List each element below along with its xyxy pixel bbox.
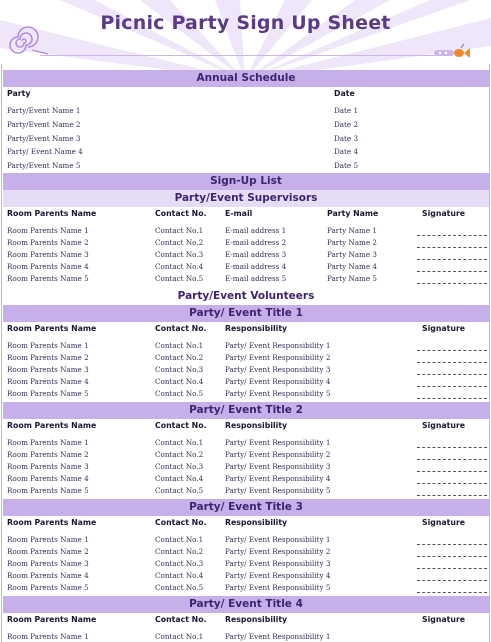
contact-no: Contact No.4 xyxy=(155,571,204,580)
column-header-signature: Signature xyxy=(422,421,466,430)
signature-line[interactable] xyxy=(417,386,487,387)
contact-no: Contact No.2 xyxy=(155,450,204,459)
table-row xyxy=(3,352,489,364)
parent-name: Room Parents Name 4 xyxy=(7,262,89,271)
supervisors-heading: Party/Event Supervisors xyxy=(3,190,489,207)
party-date: Date 3 xyxy=(334,133,359,143)
column-header-signature: Signature xyxy=(422,615,466,624)
signature-line[interactable] xyxy=(417,374,487,375)
sunburst-rays-decoration xyxy=(0,0,491,70)
sign-up-list-heading: Sign-Up List xyxy=(3,173,489,190)
volunteer-table xyxy=(3,419,489,497)
column-header-responsibility: Responsibility xyxy=(225,615,288,624)
column-header-signature: Signature xyxy=(422,209,466,218)
table-header-row xyxy=(3,87,489,101)
signature-line[interactable] xyxy=(417,283,487,284)
contact-no: Contact No.5 xyxy=(155,583,204,592)
responsibility: Party/ Event Responsibility 4 xyxy=(225,377,331,386)
contact-no: Contact No.5 xyxy=(155,389,204,398)
signature-line[interactable] xyxy=(417,568,487,569)
table-row xyxy=(3,582,489,594)
table-row xyxy=(3,631,489,642)
parent-name: Room Parents Name 1 xyxy=(7,438,89,447)
contact-no: Contact No.5 xyxy=(155,486,204,495)
column-header-room-parents-name: Room Parents Name xyxy=(7,324,97,333)
table-row xyxy=(3,249,489,261)
header-divider xyxy=(40,55,440,56)
signature-line[interactable] xyxy=(417,259,487,260)
parent-name: Room Parents Name 2 xyxy=(7,353,89,362)
table-row xyxy=(3,376,489,388)
contact-no: Contact No.1 xyxy=(155,341,204,350)
table-header-row xyxy=(3,322,489,336)
signature-line[interactable] xyxy=(417,580,487,581)
column-header-contact-no: Contact No. xyxy=(155,209,207,218)
volunteer-group-title: Party/ Event Title 2 xyxy=(3,402,489,419)
table-row xyxy=(3,534,489,546)
table-row xyxy=(3,273,489,285)
contact-no: Contact No.3 xyxy=(155,250,204,259)
party-name: Party/Event Name 1 xyxy=(7,106,81,115)
responsibility: Party/ Event Responsibility 5 xyxy=(225,486,331,495)
column-header-party-name: Party Name xyxy=(327,209,379,218)
column-header-responsibility: Responsibility xyxy=(225,324,288,333)
parent-name: Room Parents Name 5 xyxy=(7,583,89,592)
table-row xyxy=(3,449,489,461)
party-name: Party Name 2 xyxy=(327,238,377,247)
column-header-signature: Signature xyxy=(422,518,466,527)
table-header-row xyxy=(3,419,489,433)
column-header-email: E-mail xyxy=(225,209,253,218)
party-name: Party/ Event Name 4 xyxy=(7,147,83,156)
column-header-contact-no: Contact No. xyxy=(155,518,207,527)
contact-no: Contact No.1 xyxy=(155,226,204,235)
party-name: Party Name 1 xyxy=(327,226,377,235)
party-name: Party/Event Name 3 xyxy=(7,133,81,143)
table-row xyxy=(3,558,489,570)
contact-no: Contact No.1 xyxy=(155,632,204,641)
wrapped-candy-icon xyxy=(430,44,470,64)
supervisors-table xyxy=(3,207,489,285)
email-address: E-mail address 2 xyxy=(225,238,287,247)
table-row xyxy=(3,144,489,158)
column-header-room-parents-name: Room Parents Name xyxy=(7,518,97,527)
contact-no: Contact No.2 xyxy=(155,547,204,556)
parent-name: Room Parents Name 5 xyxy=(7,389,89,398)
volunteers-heading: Party/Event Volunteers xyxy=(3,288,489,305)
signature-line[interactable] xyxy=(417,544,487,545)
contact-no: Contact No.4 xyxy=(155,377,204,386)
parent-name: Room Parents Name 3 xyxy=(7,462,89,471)
column-header-contact-no: Contact No. xyxy=(155,615,207,624)
table-row xyxy=(3,437,489,449)
volunteer-table xyxy=(3,516,489,594)
swirl-lollipop-icon xyxy=(8,26,48,56)
signature-line[interactable] xyxy=(417,447,487,448)
contact-no: Contact No.1 xyxy=(155,535,204,544)
party-name: Party/Event Name 5 xyxy=(7,160,81,170)
table-header-row xyxy=(3,207,489,221)
table-row xyxy=(3,117,489,131)
responsibility: Party/ Event Responsibility 3 xyxy=(225,365,331,374)
table-row xyxy=(3,546,489,558)
annual-schedule-heading: Annual Schedule xyxy=(3,70,489,87)
parent-name: Room Parents Name 1 xyxy=(7,341,89,350)
responsibility: Party/ Event Responsibility 2 xyxy=(225,547,331,556)
contact-no: Contact No.3 xyxy=(155,365,204,374)
column-header-responsibility: Responsibility xyxy=(225,421,288,430)
party-date: Date 4 xyxy=(334,147,359,156)
table-row xyxy=(3,261,489,273)
table-row xyxy=(3,105,489,117)
page-title: Picnic Party Sign Up Sheet xyxy=(100,12,391,34)
parent-name: Room Parents Name 5 xyxy=(7,486,89,495)
annual-schedule-table xyxy=(3,87,489,171)
signature-line[interactable] xyxy=(417,471,487,472)
column-header-date: Date xyxy=(334,89,355,98)
responsibility: Party/ Event Responsibility 2 xyxy=(225,353,331,362)
responsibility: Party/ Event Responsibility 1 xyxy=(225,341,331,350)
parent-name: Room Parents Name 2 xyxy=(7,450,89,459)
contact-no: Contact No.2 xyxy=(155,353,204,362)
volunteer-table xyxy=(3,322,489,400)
table-header-row xyxy=(3,613,489,627)
email-address: E-mail address 1 xyxy=(225,226,287,235)
party-name: Party Name 4 xyxy=(327,262,377,271)
party-date: Date 2 xyxy=(334,120,359,129)
signature-line[interactable] xyxy=(417,247,487,248)
email-address: E-mail address 5 xyxy=(225,274,287,283)
contact-no: Contact No.3 xyxy=(155,559,204,568)
party-name: Party Name 5 xyxy=(327,274,377,283)
contact-no: Contact No.4 xyxy=(155,262,204,271)
contact-no: Contact No.3 xyxy=(155,462,204,471)
table-row xyxy=(3,225,489,237)
volunteer-table xyxy=(3,613,489,642)
signature-line[interactable] xyxy=(417,483,487,484)
parent-name: Room Parents Name 4 xyxy=(7,474,89,483)
table-row xyxy=(3,570,489,582)
table-row xyxy=(3,485,489,497)
responsibility: Party/ Event Responsibility 3 xyxy=(225,462,331,471)
party-date: Date 1 xyxy=(334,106,359,115)
contact-no: Contact No.2 xyxy=(155,238,204,247)
table-row xyxy=(3,237,489,249)
column-header-room-parents-name: Room Parents Name xyxy=(7,421,97,430)
signature-line[interactable] xyxy=(417,350,487,351)
column-header-room-parents-name: Room Parents Name xyxy=(7,209,97,218)
responsibility: Party/ Event Responsibility 1 xyxy=(225,632,331,641)
contact-no: Contact No.1 xyxy=(155,438,204,447)
header xyxy=(0,0,491,70)
parent-name: Room Parents Name 3 xyxy=(7,365,89,374)
column-header-contact-no: Contact No. xyxy=(155,324,207,333)
contact-no: Contact No.5 xyxy=(155,274,204,283)
parent-name: Room Parents Name 4 xyxy=(7,571,89,580)
table-row xyxy=(3,473,489,485)
email-address: E-mail address 4 xyxy=(225,262,287,271)
table-row xyxy=(3,364,489,376)
responsibility: Party/ Event Responsibility 4 xyxy=(225,571,331,580)
party-date: Date 5 xyxy=(334,160,359,170)
signature-line[interactable] xyxy=(417,271,487,272)
column-header-room-parents-name: Room Parents Name xyxy=(7,615,97,624)
volunteer-group-title: Party/ Event Title 1 xyxy=(3,305,489,322)
table-row xyxy=(3,340,489,352)
parent-name: Room Parents Name 1 xyxy=(7,226,89,235)
party-name: Party Name 3 xyxy=(327,250,377,259)
email-address: E-mail address 3 xyxy=(225,250,287,259)
parent-name: Room Parents Name 2 xyxy=(7,547,89,556)
party-name: Party/Event Name 2 xyxy=(7,120,81,129)
table-row xyxy=(3,461,489,473)
volunteer-group-title: Party/ Event Title 4 xyxy=(3,596,489,613)
signature-line[interactable] xyxy=(417,459,487,460)
table-row xyxy=(3,158,489,172)
right-border xyxy=(489,64,490,642)
signature-line[interactable] xyxy=(417,362,487,363)
column-header-contact-no: Contact No. xyxy=(155,421,207,430)
responsibility: Party/ Event Responsibility 1 xyxy=(225,438,331,447)
signature-line[interactable] xyxy=(417,592,487,593)
content xyxy=(3,70,489,642)
table-row xyxy=(3,131,489,145)
parent-name: Room Parents Name 1 xyxy=(7,535,89,544)
contact-no: Contact No.4 xyxy=(155,474,204,483)
column-header-signature: Signature xyxy=(422,324,466,333)
parent-name: Room Parents Name 1 xyxy=(7,632,89,641)
responsibility: Party/ Event Responsibility 1 xyxy=(225,535,331,544)
volunteer-group-title: Party/ Event Title 3 xyxy=(3,499,489,516)
parent-name: Room Parents Name 5 xyxy=(7,274,89,283)
signature-line[interactable] xyxy=(417,556,487,557)
responsibility: Party/ Event Responsibility 5 xyxy=(225,389,331,398)
left-border xyxy=(1,64,2,642)
responsibility: Party/ Event Responsibility 3 xyxy=(225,559,331,568)
responsibility: Party/ Event Responsibility 5 xyxy=(225,583,331,592)
responsibility: Party/ Event Responsibility 4 xyxy=(225,474,331,483)
table-header-row xyxy=(3,516,489,530)
column-header-party: Party xyxy=(7,89,31,98)
parent-name: Room Parents Name 2 xyxy=(7,238,89,247)
parent-name: Room Parents Name 3 xyxy=(7,250,89,259)
parent-name: Room Parents Name 3 xyxy=(7,559,89,568)
parent-name: Room Parents Name 4 xyxy=(7,377,89,386)
responsibility: Party/ Event Responsibility 2 xyxy=(225,450,331,459)
table-row xyxy=(3,388,489,400)
signature-line[interactable] xyxy=(417,495,487,496)
signature-line[interactable] xyxy=(417,398,487,399)
signature-line[interactable] xyxy=(417,235,487,236)
column-header-responsibility: Responsibility xyxy=(225,518,288,527)
